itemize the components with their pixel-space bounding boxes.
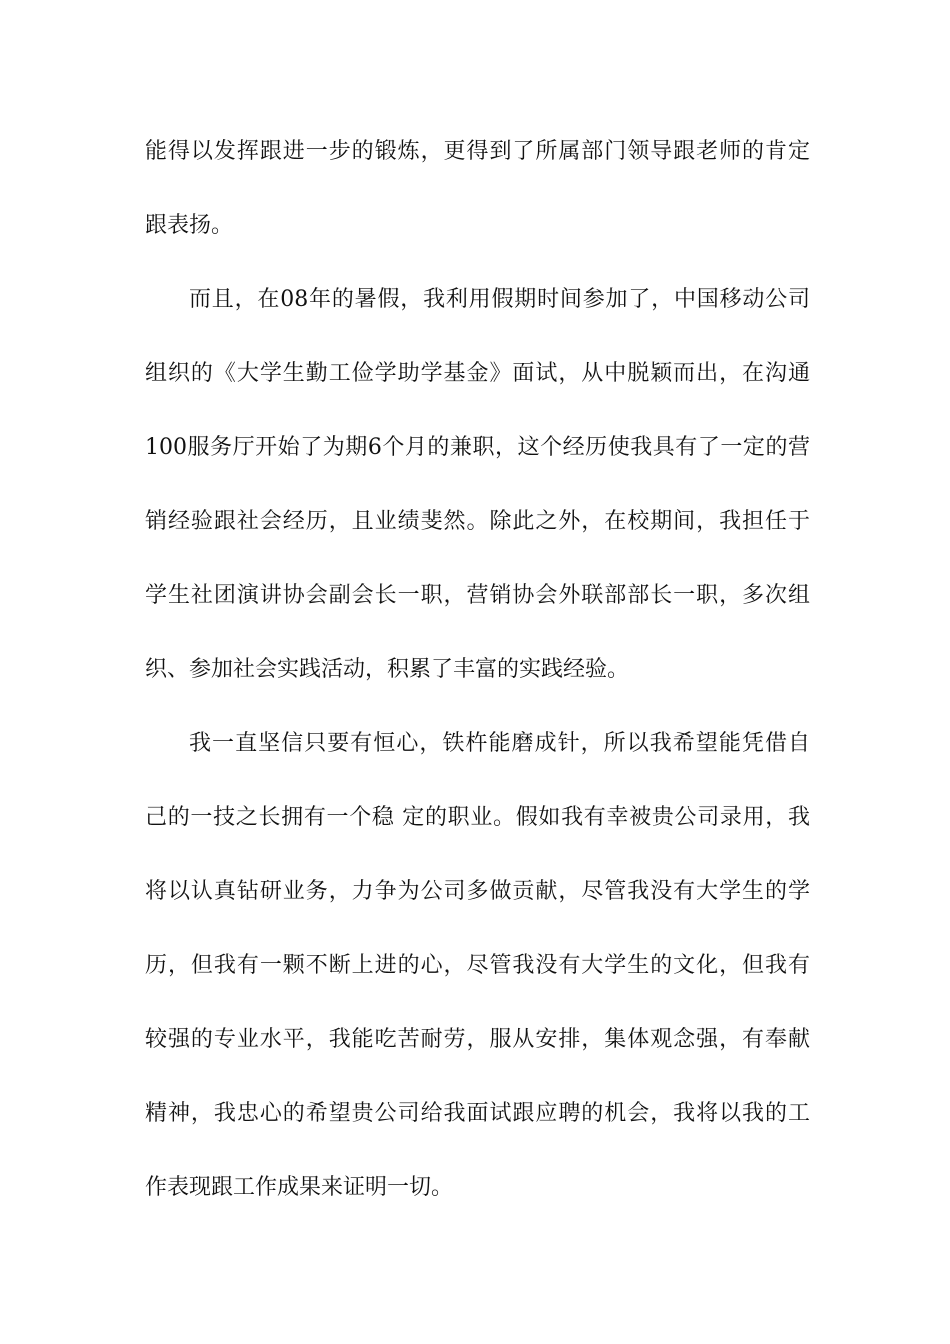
text-line: 能得以发挥跟进一步的锻炼，更得到了所属部门领导跟老师的肯定: [145, 139, 810, 164]
text-line: 销经验跟社会经历，且业绩斐然。除此之外，在校期间，我担任于: [145, 509, 810, 534]
text-line: 历，但我有一颗不断上进的心，尽管我没有大学生的文化，但我有: [145, 953, 810, 978]
text-line: 跟表扬。: [145, 213, 234, 238]
document-body: [145, 127, 810, 1237]
text-line: 较强的专业水平，我能吃苦耐劳，服从安排，集体观念强，有奉献: [145, 1027, 810, 1052]
text-line: 100服务厅开始了为期6个月的兼职，这个经历使我具有了一定的营: [145, 435, 810, 460]
text-line: 将以认真钻研业务，力争为公司多做贡献，尽管我没有大学生的学: [145, 879, 810, 904]
text-line: 己的一技之长拥有一个稳 定的职业。假如我有幸被贵公司录用，我: [145, 805, 810, 830]
text-line: 精神，我忠心的希望贵公司给我面试跟应聘的机会，我将以我的工: [145, 1101, 810, 1126]
text-line: 织、参加社会实践活动，积累了丰富的实践经验。: [145, 657, 630, 682]
text-line: 我一直坚信只要有恒心，铁杵能磨成针，所以我希望能凭借自: [189, 731, 810, 756]
text-line: 学生社团演讲协会副会长一职，营销协会外联部部长一职，多次组: [145, 583, 810, 608]
text-line: 组织的《大学生勤工俭学助学基金》面试，从中脱颖而出，在沟通: [145, 361, 810, 386]
text-line: 而且，在08年的暑假，我利用假期时间参加了，中国移动公司: [189, 287, 810, 312]
text-line: 作表现跟工作成果来证明一切。: [145, 1175, 454, 1200]
